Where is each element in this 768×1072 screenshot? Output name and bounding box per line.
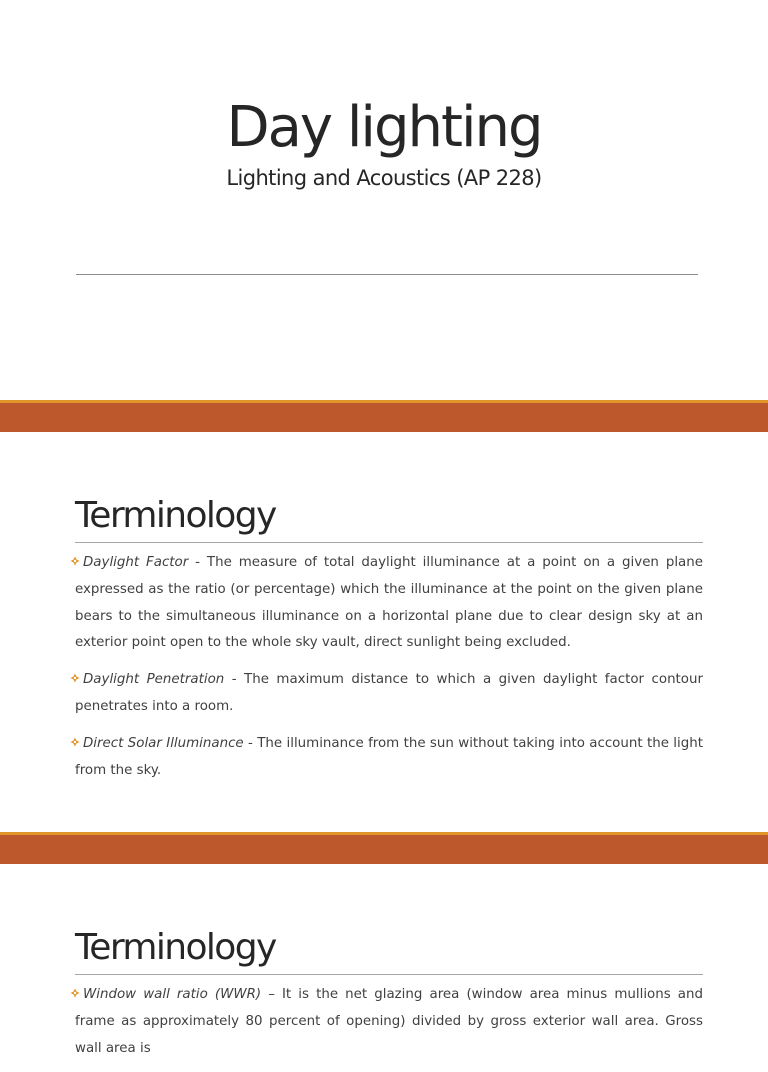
heading-divider [75, 974, 703, 975]
list-item [75, 550, 703, 657]
diamond-bullet-icon [70, 673, 80, 683]
terminology-slide-1 [0, 432, 768, 832]
list-item [75, 667, 703, 721]
term-definition: – It is the net glazing area (window area minus mullions and frame as approximately 80 percent of opening) divided by gross exterior wall area. Gross wall area is [75, 987, 703, 1056]
page-subtitle: Lighting and Acoustics (AP 228) [226, 166, 542, 190]
terminology-slide-2 [0, 864, 768, 1056]
list-item [75, 731, 703, 785]
term-label: Daylight Penetration [83, 672, 225, 688]
term-definition: - The maximum distance to which a given daylight factor contour penetrates into a room. [75, 672, 703, 714]
slide-heading: Terminology [75, 495, 276, 536]
term-label: Daylight Factor [83, 555, 189, 570]
bullet-list [75, 982, 703, 1072]
slide-separator-band [0, 832, 768, 864]
slide-heading: Terminology [75, 927, 276, 968]
slide-separator-band [0, 400, 768, 432]
diamond-bullet-icon [70, 737, 80, 747]
term-label: Direct Solar Illuminance [83, 735, 244, 751]
list-item [75, 982, 703, 1062]
title-slide [0, 0, 768, 400]
page-title: Day lighting [226, 95, 542, 160]
title-divider [76, 274, 698, 275]
heading-divider [75, 542, 703, 543]
diamond-bullet-icon [70, 988, 80, 998]
term-label: Window wall ratio (WWR) [83, 987, 262, 1002]
bullet-list [75, 550, 703, 794]
term-definition: - The illuminance from the sun without taking into account the light from the sky. [75, 735, 703, 778]
term-definition: - The measure of total daylight illuminance at a point on a given plane expressed as the ratio (or percentage) which the illuminance at the point on the given plane bears to the simultaneous illuminance on a horizontal plane due to clear design sky at an exterior point open to the whole sky vault, direct sunlight being excluded. [75, 555, 703, 651]
diamond-bullet-icon [70, 556, 80, 566]
